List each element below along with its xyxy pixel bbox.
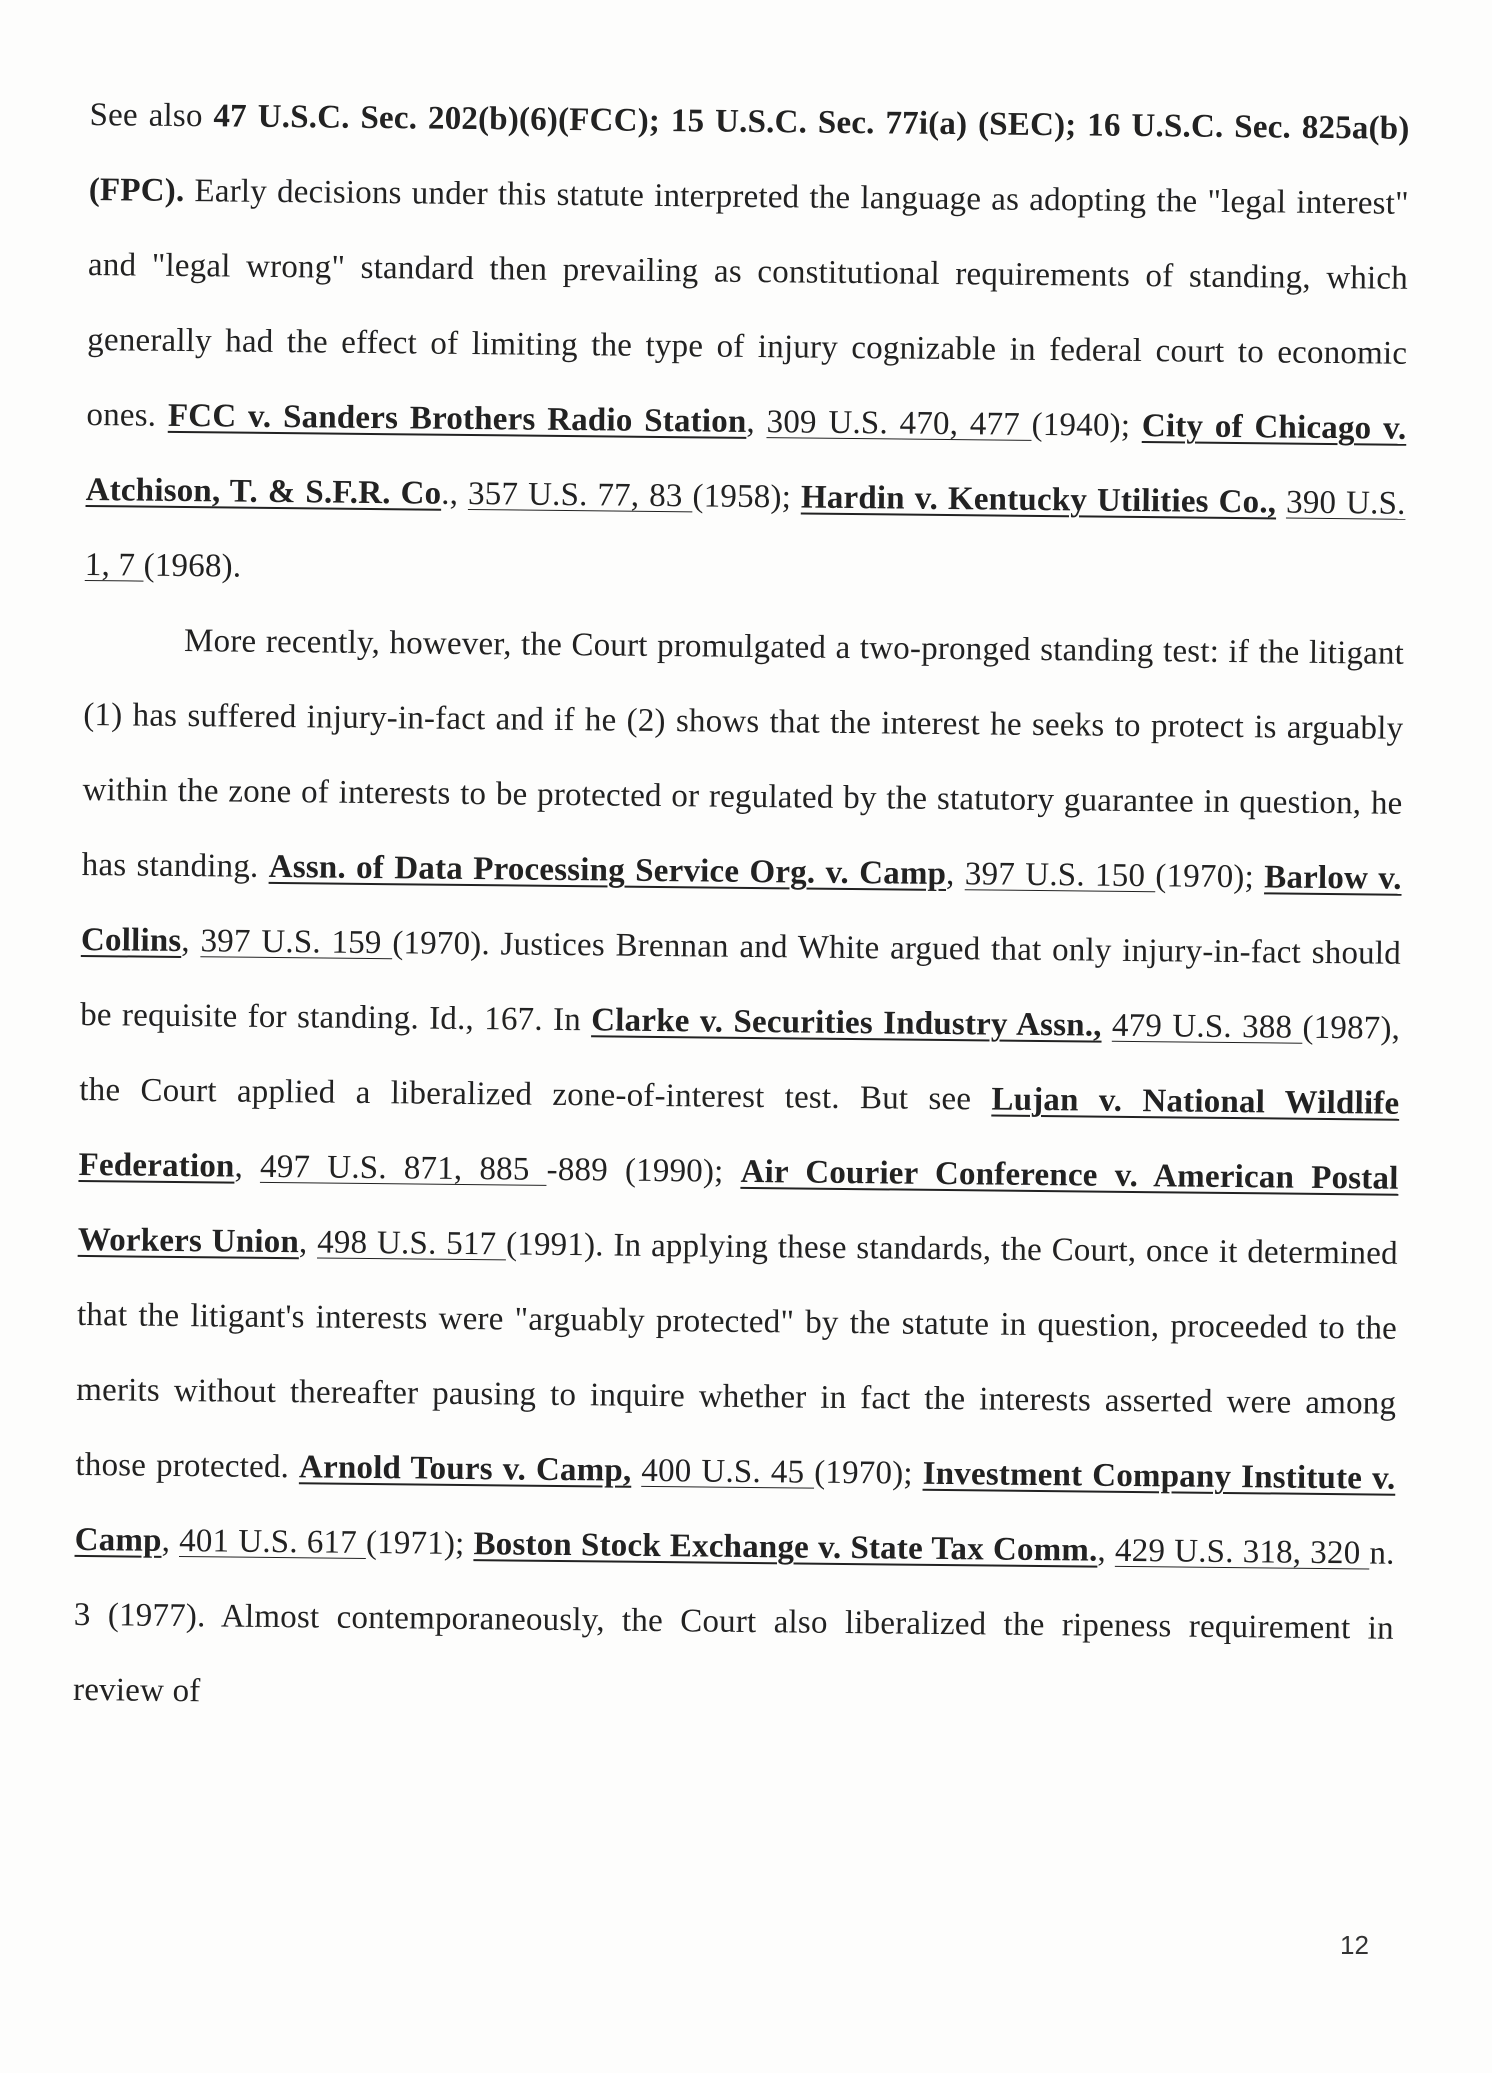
text-run: , xyxy=(298,1224,318,1261)
text-run: ., xyxy=(441,475,469,512)
reporter-citation: 429 U.S. 318, 320 xyxy=(1114,1532,1370,1572)
paragraph-standing-test xyxy=(73,603,1405,1742)
page-number: 12 xyxy=(1340,1930,1369,1960)
case-citation-arnold-tours: Arnold Tours v. Camp, xyxy=(298,1449,632,1489)
text-run: , xyxy=(161,1522,180,1560)
reporter-citation: 400 U.S. 45 xyxy=(641,1452,815,1491)
text-run: (1970); xyxy=(1155,858,1265,896)
text-run: , xyxy=(181,923,201,960)
text-run: (1968). xyxy=(143,547,242,585)
text-run xyxy=(1276,484,1286,520)
reporter-citation: 397 U.S. 159 xyxy=(200,923,393,962)
text-run: More recently, however, the Court promulgated a two-pronged standing test: if the litigant (1) has suffered injury-in-fact and if he (2) shows that the interest he seeks to protect is arguably within the zone of interests to be protected or regulated by the statutory guarantee in question, he has standing. xyxy=(81,623,1405,885)
statute-citation: 47 U.S.C. Sec. 202(b)(6)(FCC); 15 U.S.C. Sec. 77i(a) (SEC); 16 U.S.C. Sec. 825a(b)(FPC). xyxy=(88,98,1410,209)
text-run: , xyxy=(234,1148,261,1185)
text-run: Early decisions under this statute interpreted the language as adopting the "legal interest" and "legal wrong" standard then prevailing as constitutional requirements of standing, which generally had the effect of limiting the type of injury cognizable in federal court to economic ones. xyxy=(86,172,1409,434)
reporter-citation: 498 U.S. 517 xyxy=(316,1224,507,1263)
case-citation-investment-company: Investment Company Institute v. Camp xyxy=(74,1455,1396,1559)
text-run: , xyxy=(1097,1532,1116,1569)
reporter-citation: 479 U.S. 388 xyxy=(1111,1007,1303,1046)
text-run: (1940); xyxy=(1031,406,1143,445)
text-run xyxy=(1102,1008,1113,1044)
case-citation-air-courier: Air Courier Conference v. American Postal Workers Union xyxy=(77,1153,1399,1261)
case-citation-clarke: Clarke v. Securities Industry Assn., xyxy=(591,1002,1102,1044)
text-run: (1970); xyxy=(814,1454,923,1492)
case-citation-lujan: Lujan v. National Wildlife Federation xyxy=(78,1081,1400,1185)
case-citation-data-processing: Assn. of Data Processing Service Org. v. Camp xyxy=(268,848,947,893)
case-citation-hardin: Hardin v. Kentucky Utilities Co., xyxy=(800,479,1277,521)
text-run: -889 (1990); xyxy=(546,1151,741,1190)
case-citation-boston-stock: Boston Stock Exchange v. State Tax Comm. xyxy=(473,1526,1098,1569)
text-run: See also xyxy=(89,96,214,135)
text-run: (1970). Justices Brennan and White argued that only injury-in-fact should be requisite for standing. Id., 167. In xyxy=(79,925,1402,1039)
case-citation-barlow: Barlow v. Collins xyxy=(80,859,1402,960)
paragraph-statutes xyxy=(85,78,1410,617)
body-text xyxy=(73,78,1410,1742)
text-run: , xyxy=(746,403,767,441)
text-run: (1987), the Court applied a liberalized zone-of-interest test. But see xyxy=(79,1009,1401,1118)
text-run: n. 3 (1977). Almost contemporaneously, the Court also liberalized the ripeness requirement in review of xyxy=(72,1535,1395,1710)
text-run: , xyxy=(945,856,966,893)
reporter-citation: 357 U.S. 77, 83 xyxy=(467,475,693,515)
reporter-citation: 309 U.S. 470, 477 xyxy=(766,404,1032,443)
reporter-citation: 401 U.S. 617 xyxy=(178,1523,367,1561)
reporter-citation: 397 U.S. 150 xyxy=(964,856,1156,895)
text-run xyxy=(631,1453,641,1489)
text-run: (1971); xyxy=(365,1524,474,1563)
reporter-citation: 390 U.S. 1, 7 xyxy=(84,484,1406,584)
reporter-citation: 497 U.S. 871, 885 xyxy=(259,1148,547,1188)
text-run: (1991). In applying these standards, the Court, once it determined that the litigant's interests were "arguably protected" by the statute in question, proceeded to the merits without thereafter pausing to inquire whether in fact the interests asserted were among those protected. xyxy=(75,1226,1398,1486)
text-run: (1958); xyxy=(692,478,802,516)
case-citation-chicago-atchison: City of Chicago v. Atchison, T. & S.F.R. Co xyxy=(85,408,1407,512)
case-citation-fcc-sanders: FCC v. Sanders Brothers Radio Station xyxy=(167,397,747,440)
